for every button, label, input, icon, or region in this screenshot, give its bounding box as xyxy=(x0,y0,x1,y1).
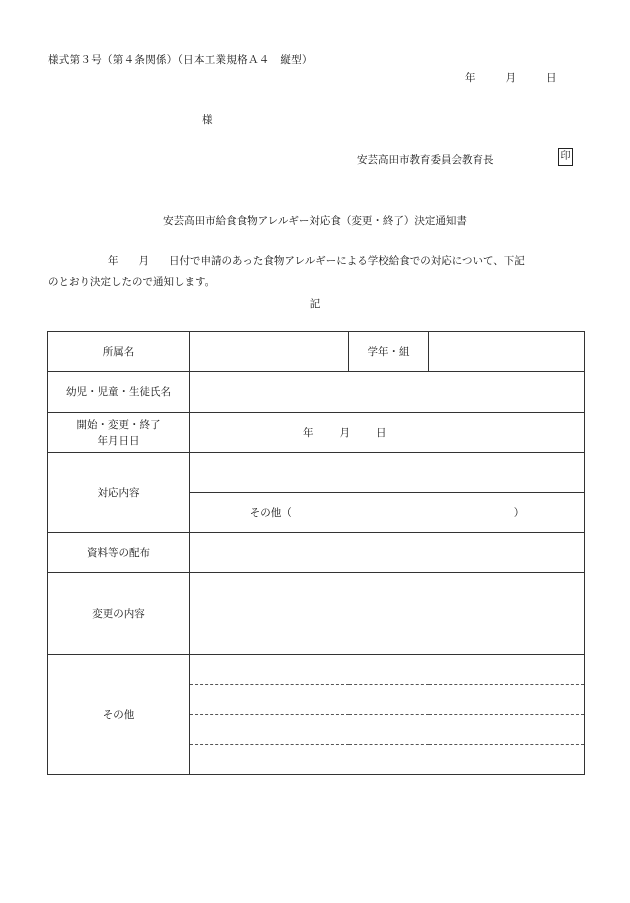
form-number: 様式第３号（第４条関係）（日本工業規格Ａ４ 縦型） xyxy=(48,54,313,66)
affiliation-field[interactable] xyxy=(190,332,349,372)
date-label-line-2: 年月日日 xyxy=(97,434,140,447)
row-change xyxy=(48,573,585,655)
change-field[interactable] xyxy=(190,573,585,655)
date-label-line-1: 開始・変更・終了 xyxy=(76,418,161,431)
date-month: 月 xyxy=(339,427,350,439)
date-label xyxy=(48,413,190,453)
response-other-field[interactable] xyxy=(190,493,585,533)
row-date xyxy=(48,413,585,453)
student-name-label: 幼児・児童・生徒氏名 xyxy=(48,372,190,413)
response-label: 対応内容 xyxy=(48,453,190,533)
ki-heading: 記 xyxy=(309,298,321,310)
materials-label: 資料等の配布 xyxy=(48,533,190,573)
change-label: 変更の内容 xyxy=(48,573,190,655)
body-month: 月 xyxy=(138,255,149,267)
student-name-field[interactable] xyxy=(190,372,585,413)
materials-field[interactable] xyxy=(190,533,585,573)
response-field[interactable] xyxy=(190,453,585,493)
sender-name: 安芸高田市教育委員会教育長 xyxy=(357,154,494,166)
response-other-prefix: その他（ xyxy=(249,507,292,519)
notification-table xyxy=(47,331,585,775)
other-line-4[interactable] xyxy=(190,745,585,775)
body-line-1 xyxy=(108,253,525,268)
other-line-2[interactable] xyxy=(190,685,585,715)
seal-mark: 印 xyxy=(558,148,573,166)
issue-year-label: 年 xyxy=(465,72,476,84)
date-year: 年 xyxy=(303,427,314,439)
date-field[interactable] xyxy=(190,413,585,453)
body-year: 年 xyxy=(108,255,119,267)
grade-class-field[interactable] xyxy=(429,332,585,372)
issue-date xyxy=(465,70,557,85)
row-affiliation xyxy=(48,332,585,372)
issue-month-label: 月 xyxy=(505,72,516,84)
document-title: 安芸高田市給食食物アレルギー対応食（変更・終了）決定通知書 xyxy=(163,215,467,227)
issue-day-label: 日 xyxy=(546,72,557,84)
other-label: その他 xyxy=(48,655,190,775)
body-line-2: のとおり決定したので通知します。 xyxy=(48,276,216,288)
row-other-1 xyxy=(48,655,585,685)
affiliation-label: 所属名 xyxy=(48,332,190,372)
other-line-1[interactable] xyxy=(190,655,585,685)
recipient-suffix: 様 xyxy=(202,114,213,126)
other-line-3[interactable] xyxy=(190,715,585,745)
response-other-suffix: ） xyxy=(513,507,525,519)
date-day: 日 xyxy=(376,427,387,439)
body-line-1-text: 日付で申請のあった食物アレルギーによる学校給食での対応について、下記 xyxy=(169,255,525,267)
row-student-name xyxy=(48,372,585,413)
grade-class-label: 学年・組 xyxy=(349,332,429,372)
row-response-1 xyxy=(48,453,585,493)
row-materials xyxy=(48,533,585,573)
